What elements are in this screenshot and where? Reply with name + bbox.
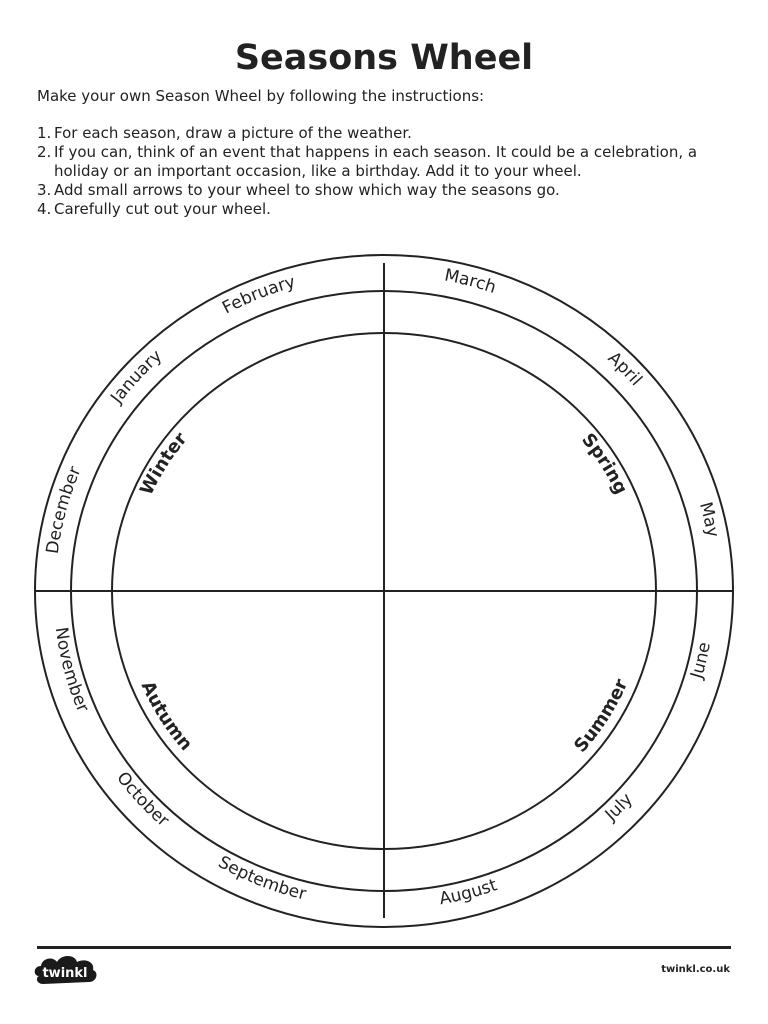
month-label-text: January bbox=[106, 346, 167, 408]
month-label bbox=[601, 790, 637, 826]
month-label bbox=[695, 500, 723, 539]
month-label-text: July bbox=[601, 789, 637, 826]
step-text: Add small arrows to your wheel to show which way the seasons go. bbox=[54, 181, 560, 199]
month-label-text: May bbox=[695, 499, 723, 539]
season-label-text: Autumn bbox=[136, 677, 197, 755]
month-label bbox=[112, 768, 172, 831]
step-text: Carefully cut out your wheel. bbox=[54, 200, 271, 218]
month-label-text: December bbox=[42, 463, 86, 556]
month-label-text: February bbox=[219, 272, 298, 319]
step-text: If you can, think of an event that happens in each season. It could be a celebration, a holiday or an important occasion, like a birthday. Add it to your wheel. bbox=[54, 143, 698, 180]
intro-text: Make your own Season Wheel by following the instructions: bbox=[37, 87, 485, 105]
footer-divider bbox=[37, 946, 731, 949]
month-label bbox=[219, 272, 297, 318]
month-label bbox=[51, 626, 93, 715]
page-title: Seasons Wheel bbox=[234, 38, 534, 78]
season-label-text: Spring bbox=[577, 429, 632, 498]
logo-text: twinkl bbox=[42, 966, 88, 981]
season-label-text: Winter bbox=[136, 428, 192, 499]
step-number: 4. bbox=[37, 200, 52, 218]
month-label-text: November bbox=[50, 625, 93, 716]
month-label-text: April bbox=[603, 348, 646, 391]
step-number: 1. bbox=[37, 124, 52, 142]
month-label-text: October bbox=[112, 768, 173, 831]
month-label-text: August bbox=[437, 875, 500, 910]
site-url: twinkl.co.uk bbox=[661, 964, 730, 975]
step-number: 3. bbox=[37, 181, 52, 199]
step-number: 2. bbox=[37, 143, 52, 161]
twinkl-logo bbox=[33, 954, 99, 990]
month-label-text: September bbox=[214, 852, 309, 905]
month-label bbox=[43, 464, 86, 555]
month-label-text: June bbox=[687, 640, 715, 681]
step-text: For each season, draw a picture of the weather. bbox=[54, 124, 412, 142]
month-label-text: March bbox=[442, 265, 499, 298]
season-label-text: Summer bbox=[570, 676, 633, 757]
